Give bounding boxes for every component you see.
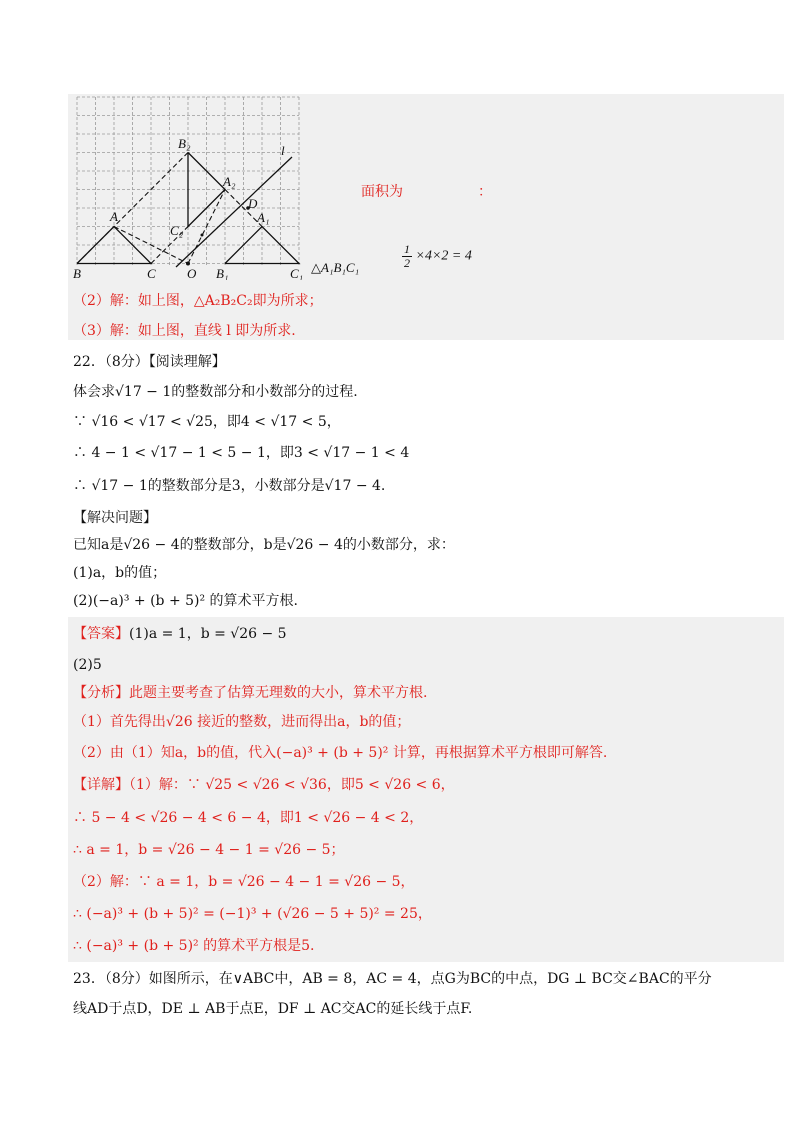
label-a: A	[110, 209, 118, 224]
detail-tag: 【详解】	[73, 777, 129, 793]
label-o: O	[187, 266, 197, 280]
q22-detail-4: （2）解：∵ a = 1，b = √26 − 4 − 1 = √26 − 5，	[73, 874, 415, 890]
label-c: C	[147, 266, 156, 280]
q22-line-3: ∴ √17 − 1的整数部分是3，小数部分是√17 − 4.	[73, 478, 386, 494]
label-b2: B₂	[178, 136, 191, 151]
q22-answer-1	[73, 624, 287, 644]
q22-part-1: (1)a，b的值；	[73, 565, 167, 581]
q22-detail-6: ∴ (−a)³ + (b + 5)² 的算术平方根是5.	[73, 938, 315, 954]
geometry-figure	[70, 95, 310, 280]
q22-header: 22．（8分）【阅读理解】	[73, 354, 226, 370]
q22-detail-5: ∴ (−a)³ + (b + 5)² = (−1)³ + (√26 − 5 + 5)² = 25，	[73, 906, 432, 922]
q23-line-1: 23．（8分）如图所示，在∨ABC中，AB = 8，AC = 4，点G为BC的中点，DG ⊥ BC交∠BAC的平分	[73, 971, 712, 987]
q22-line-2: ∴ 4 − 1 < √17 − 1 < 5 − 1，即3 < √17 − 1 < 4	[73, 445, 410, 461]
label-d: D	[248, 196, 258, 211]
q21-answer-2: （2）解：如上图，△A₂B₂C₂即为所求；	[73, 293, 323, 309]
answer-1-text: (1)a = 1，b = √26 − 5	[129, 626, 287, 642]
area-label: 面积为	[361, 184, 403, 200]
q22-answer-2: (2)5	[73, 657, 102, 673]
analysis-text: 此题主要考查了估算无理数的大小，算术平方根.	[129, 685, 428, 701]
answer-tag: 【答案】	[73, 626, 129, 642]
q22-detail-3: ∴ a = 1，b = √26 − 4 − 1 = √26 − 5；	[73, 842, 345, 858]
q22-detail-1	[73, 775, 455, 795]
half-denominator: 2	[404, 256, 410, 270]
label-b1: B₁	[216, 266, 229, 280]
label-a2: A₂	[223, 174, 236, 189]
label-c2: C₂	[170, 223, 184, 238]
label-a1: A₁	[257, 210, 270, 225]
triangle-a1b1c1-label: △A₁B₁C₁	[311, 260, 360, 275]
area-formula	[402, 243, 472, 270]
label-l: l	[281, 143, 285, 158]
detail-1-text: （1）解：∵ √25 < √26 < √36，即5 < √26 < 6，	[129, 777, 455, 793]
q22-intro: 体会求√17 − 1的整数部分和小数部分的过程.	[73, 384, 358, 400]
area-formula-rest: ×4×2 = 4	[415, 248, 472, 264]
q22-detail-2: ∴ 5 − 4 < √26 − 4 < 6 − 4，即1 < √26 − 4 < 2，	[73, 810, 424, 826]
q22-part-2: (2)(−a)³ + (b + 5)² 的算术平方根.	[73, 593, 299, 609]
q22-line-1: ∵ √16 < √17 < √25，即4 < √17 < 5，	[73, 414, 341, 430]
q21-answer-3: （3）解：如上图，直线 l 即为所求.	[73, 323, 296, 339]
area-colon: ：	[478, 184, 492, 200]
half-numerator: 1	[404, 242, 410, 256]
q22-analysis-1: （1）首先得出√26 接近的整数，进而得出a，b的值；	[73, 714, 411, 730]
label-b: B	[73, 266, 81, 280]
q22-analysis	[73, 683, 427, 703]
q23-line-2: 线AD于点D，DE ⊥ AB于点E，DF ⊥ AC交AC的延长线于点F.	[73, 1001, 473, 1017]
q22-analysis-2: （2）由（1）知a，b的值，代入(−a)³ + (b + 5)² 计算，再根据算术平方根即可解答.	[73, 745, 608, 761]
q22-solve-header: 【解决问题】	[73, 510, 157, 526]
q22-problem: 已知a是√26 − 4的整数部分，b是√26 − 4的小数部分，求：	[73, 537, 455, 553]
analysis-tag: 【分析】	[73, 685, 129, 701]
label-c1: C₁	[290, 266, 304, 280]
